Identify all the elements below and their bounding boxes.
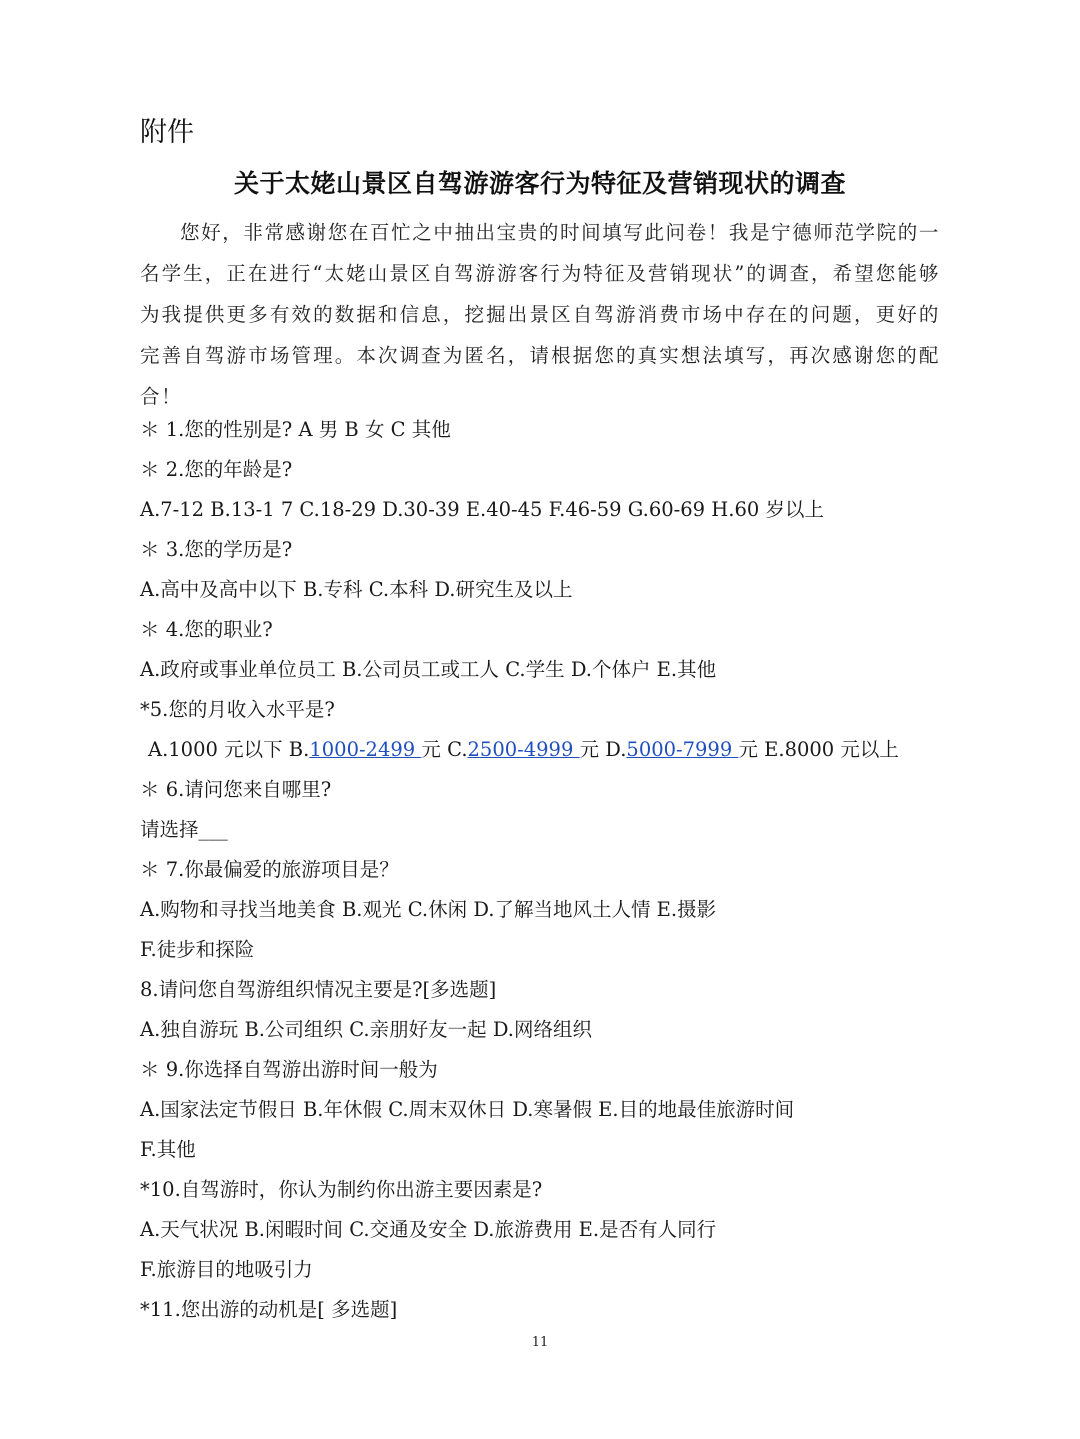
- income-range-link-3[interactable]: 5000-7999: [626, 738, 739, 761]
- question-list: [140, 410, 960, 1330]
- question-11: *11.您出游的动机是[ 多选题]: [140, 1298, 398, 1321]
- question-7: ＊ 7.你最偏爱的旅游项目是？: [140, 858, 399, 881]
- income-option-d: 元 D.: [579, 738, 627, 761]
- question-1: ＊ 1.您的性别是? A 男 B 女 C 其他: [140, 418, 451, 441]
- question-3: ＊ 3.您的学历是?: [140, 538, 293, 561]
- question-9-options: A.国家法定节假日 B.年休假 C.周末双休日 D.寒暑假 E.目的地最佳旅游时间: [140, 1098, 795, 1121]
- page-number: 11: [531, 1335, 549, 1350]
- question-8: 8.请问您自驾游组织情况主要是?[多选题]: [140, 978, 497, 1001]
- income-range-link-1[interactable]: 1000-2499: [309, 738, 422, 761]
- question-7-options: A.购物和寻找当地美食 B.观光 C.休闲 D.了解当地风土人情 E.摄影: [140, 898, 717, 921]
- question-2: ＊ 2.您的年龄是?: [140, 458, 293, 481]
- question-5-options: [140, 730, 960, 770]
- income-option-e: 元 E.8000 元以上: [738, 738, 899, 761]
- income-option-a: A.1000 元以下 B.: [148, 738, 310, 761]
- question-5: *5.您的月收入水平是?: [140, 698, 335, 721]
- intro-paragraph: 您好，非常感谢您在百忙之中抽出宝贵的时间填写此问卷！我是宁德师范学院的一名学生，正在进行“太姥山景区自驾游游客行为特征及营销现状”的调查，希望您能够为我提供更多有效的数据和信息，挖掘出景区自驾游消费市场中存在的问题，更好的完善自驾游市场管理。本次调查为匿名，请根据您的真实想法填写，再次感谢您的配合！: [140, 221, 940, 408]
- question-9-options-cont: F.其他: [140, 1138, 196, 1161]
- question-4: ＊ 4.您的职业?: [140, 618, 273, 641]
- question-3-options: A.高中及高中以下 B.专科 C.本科 D.研究生及以上: [140, 578, 573, 601]
- question-2-options: A.7-12 B.13-1 7 C.18-29 D.30-39 E.40-45 F.46-59 G.60-69 H.60 岁以上: [140, 498, 824, 521]
- question-8-options: A.独自游玩 B.公司组织 C.亲朋好友一起 D.网络组织: [140, 1018, 592, 1041]
- question-7-options-cont: F.徒步和探险: [140, 938, 255, 961]
- question-10: *10.自驾游时，你认为制约你出游主要因素是?: [140, 1178, 543, 1201]
- question-10-options: A.天气状况 B.闲暇时间 C.交通及安全 D.旅游费用 E.是否有人同行: [140, 1218, 717, 1241]
- question-10-options-cont: F.旅游目的地吸引力: [140, 1258, 313, 1281]
- question-6: ＊ 6.请问您来自哪里?: [140, 778, 332, 801]
- attachment-label: 附件: [140, 117, 194, 148]
- income-range-link-2[interactable]: 2500-4999: [467, 738, 580, 761]
- document-title: 关于太姥山景区自驾游游客行为特征及营销现状的调查: [233, 169, 846, 198]
- question-4-options: A.政府或事业单位员工 B.公司员工或工人 C.学生 D.个体户 E.其他: [140, 658, 717, 681]
- income-option-c: 元 C.: [421, 738, 468, 761]
- question-6-answer: 请选择___: [140, 818, 228, 841]
- question-9: ＊ 9.你选择自驾游出游时间一般为: [140, 1058, 438, 1081]
